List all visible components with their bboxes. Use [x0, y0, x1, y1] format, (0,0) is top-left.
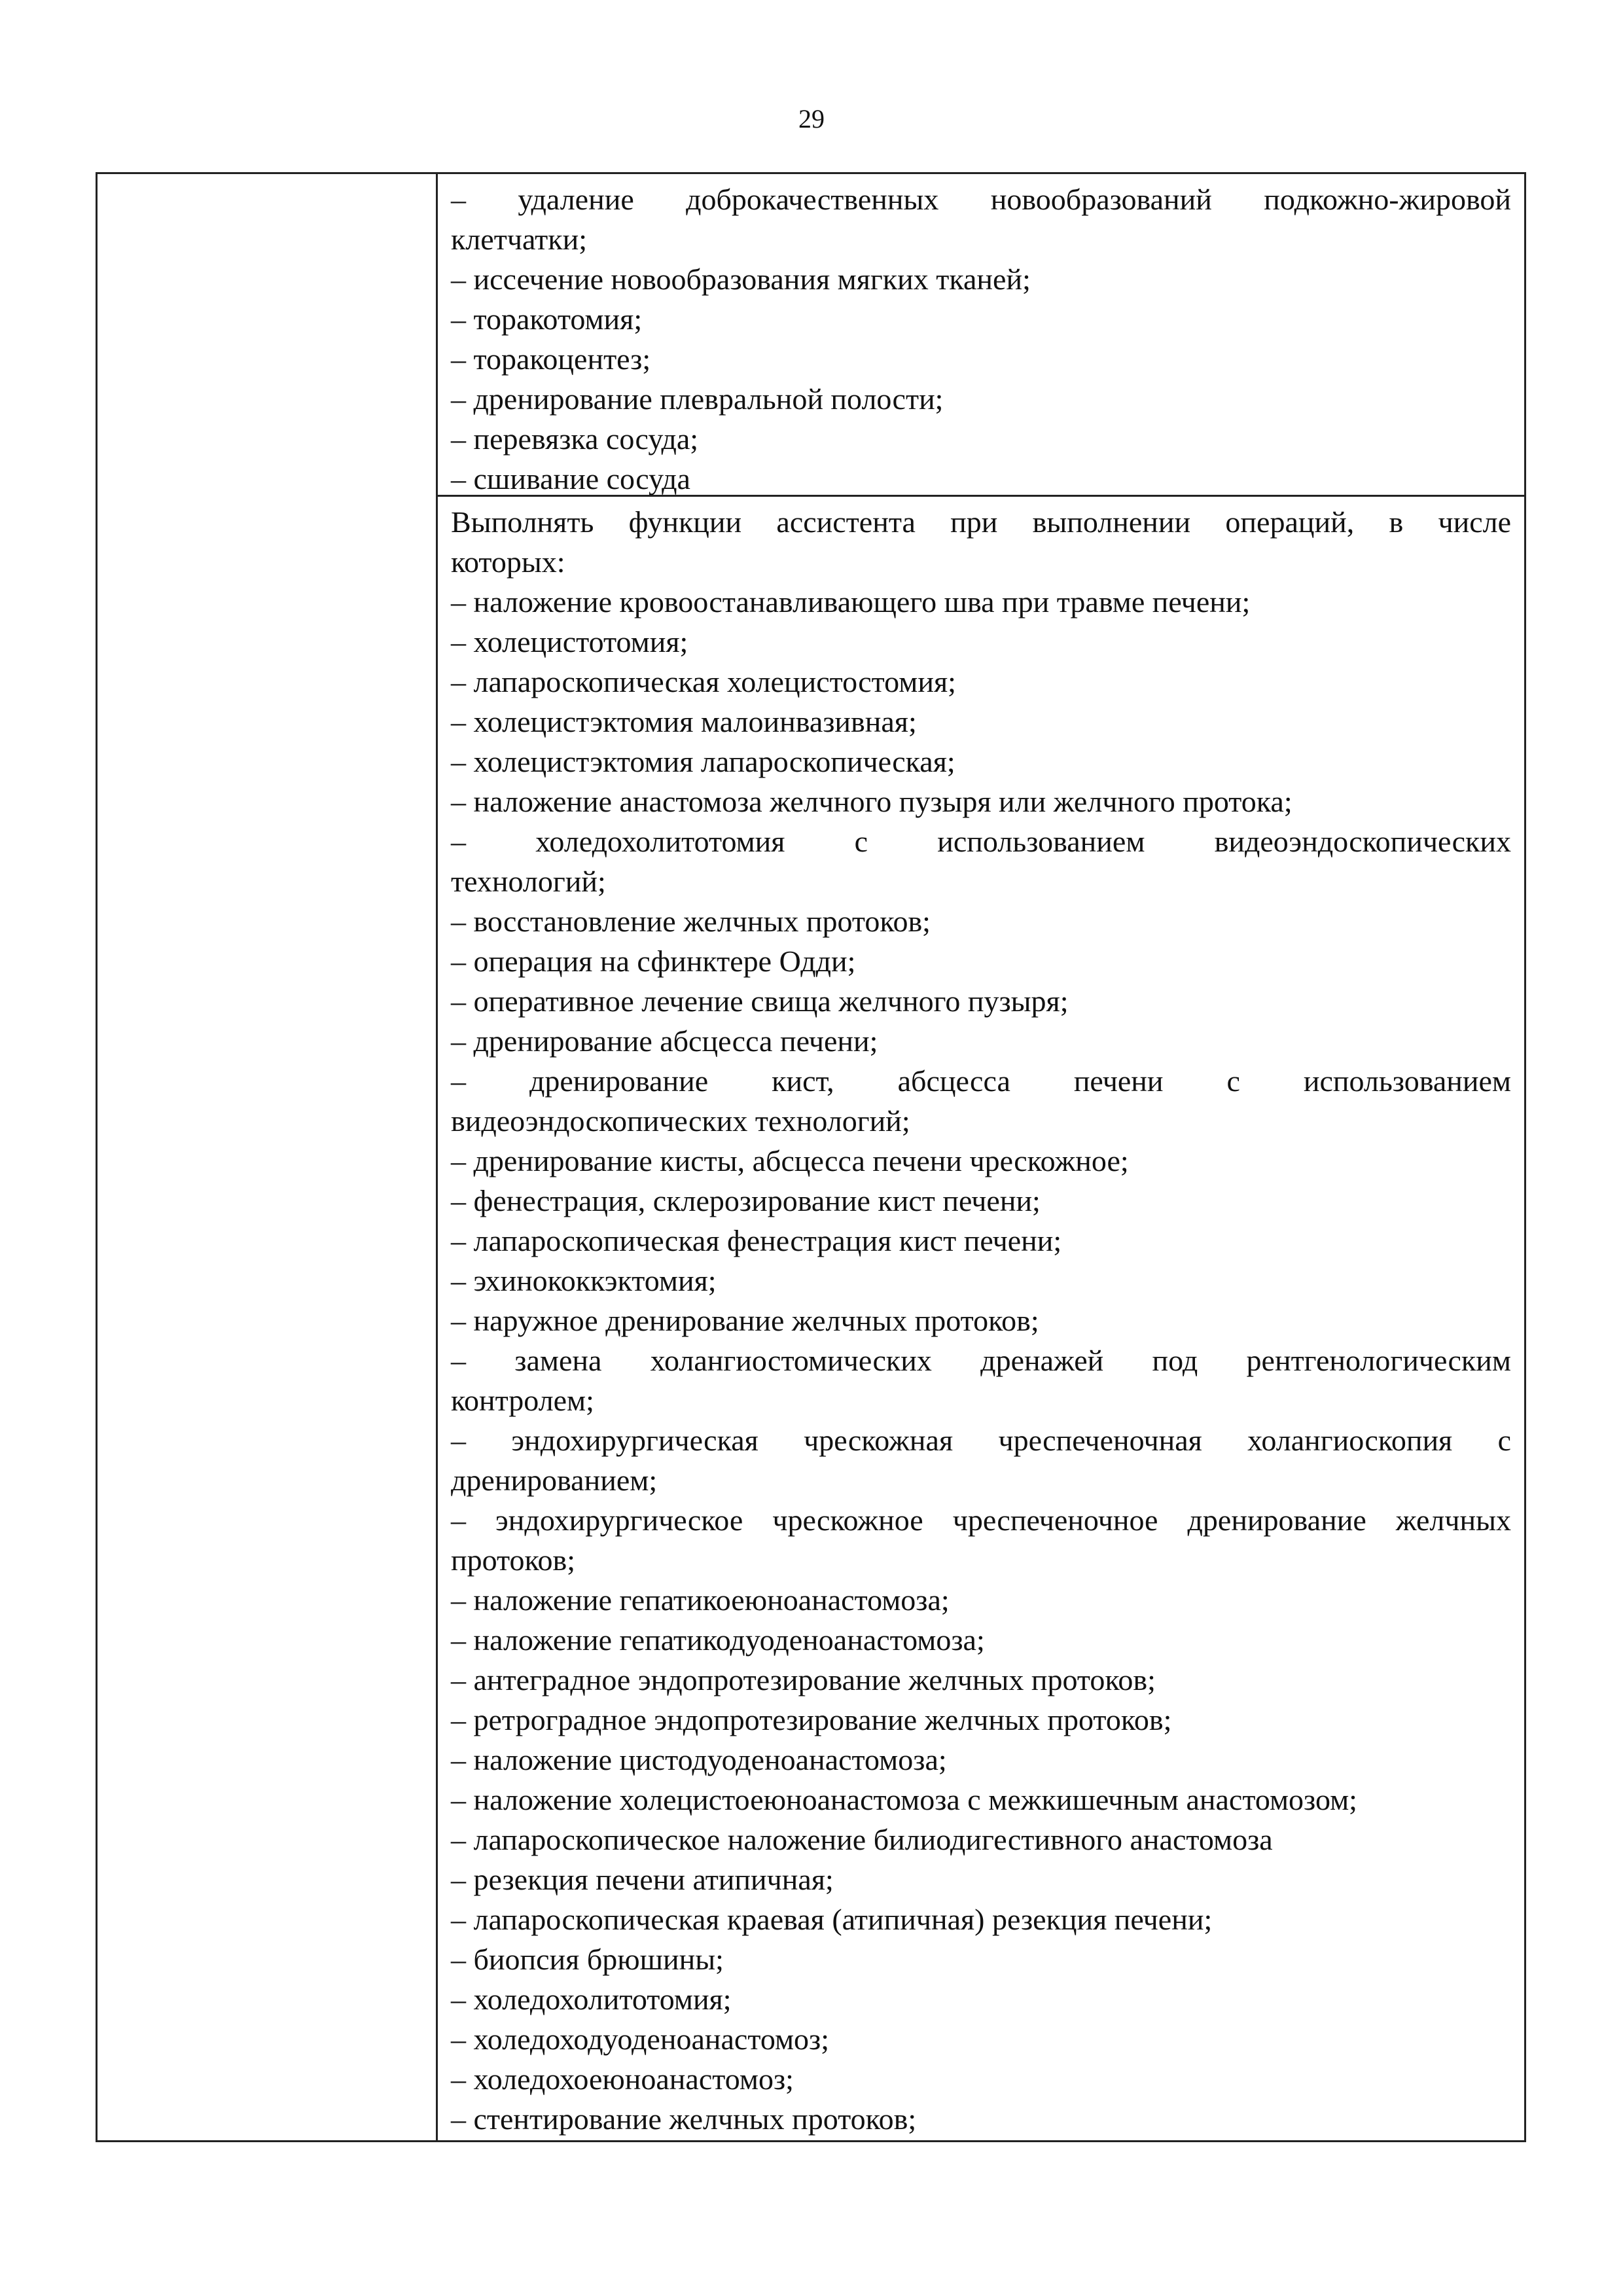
- list-item: протоков;: [451, 1543, 576, 1577]
- list-item: – наложение гепатикоеюноанастомоза;: [451, 1583, 950, 1617]
- table-row-block-1: [438, 174, 1524, 497]
- table-left-column: [98, 174, 438, 2140]
- list-item: – лапароскопическая краевая (атипичная) резекция печени;: [451, 1903, 1213, 1936]
- list-item: контролем;: [451, 1384, 594, 1417]
- list-item: – торакоцентез;: [451, 342, 651, 376]
- list-item: – торакотомия;: [451, 302, 643, 336]
- list-item: – лапароскопическая холецистостомия;: [451, 665, 956, 698]
- list-item: – антеградное эндопротезирование желчных протоков;: [451, 1663, 1156, 1696]
- page-number: 29: [798, 104, 825, 134]
- list-item: – наложение анастомоза желчного пузыря или желчного протока;: [451, 785, 1293, 818]
- list-item: которых:: [451, 545, 565, 579]
- list-item: – наложение холецистоеюноанастомоза с межкишечным анастомозом;: [451, 1783, 1357, 1816]
- list-item: – ретроградное эндопротезирование желчных протоков;: [451, 1703, 1172, 1736]
- list-item: – удаление доброкачественных новообразований подкожно-жировой: [451, 183, 1511, 216]
- list-item: – фенестрация, склерозирование кист печени;: [451, 1184, 1041, 1217]
- list-item: – лапароскопическая фенестрация кист печени;: [451, 1224, 1062, 1257]
- list-item: – наложение цистодуоденоанастомоза;: [451, 1743, 947, 1776]
- list-item: – сшивание сосуда: [451, 462, 690, 495]
- procedures-table: [96, 172, 1526, 2142]
- list-item: – дренирование кист, абсцесса печени с использованием: [451, 1064, 1511, 1098]
- table-right-column: [438, 174, 1524, 2140]
- list-item: – холедохолитотомия с использованием видеоэндоскопических: [451, 825, 1511, 858]
- list-item: – дренирование абсцесса печени;: [451, 1024, 878, 1058]
- list-item: – дренирование плевральной полости;: [451, 382, 944, 416]
- list-item: – иссечение новообразования мягких тканей;: [451, 262, 1031, 296]
- list-item: видеоэндоскопических технологий;: [451, 1104, 910, 1138]
- list-item: – наложение гепатикодуоденоанастомоза;: [451, 1623, 985, 1657]
- list-item: – холецистотомия;: [451, 625, 688, 658]
- list-item: дренированием;: [451, 1463, 658, 1497]
- list-item: – холедохоеюноанастомоз;: [451, 2062, 794, 2096]
- list-item: – холецистэктомия малоинвазивная;: [451, 705, 917, 738]
- list-item: – эхинококкэктомия;: [451, 1264, 717, 1297]
- list-item: – биопсия брюшины;: [451, 1943, 724, 1976]
- list-item: – холедоходуоденоанастомоз;: [451, 2022, 830, 2056]
- table-row-block-2: [438, 497, 1524, 2140]
- list-item: – восстановление желчных протоков;: [451, 905, 931, 938]
- list-item: – эндохирургическое чрескожное чреспеченочное дренирование желчных: [451, 1503, 1511, 1537]
- list-item: – замена холангиостомических дренажей под рентгенологическим: [451, 1344, 1511, 1377]
- list-item: – операция на сфинктере Одди;: [451, 944, 856, 978]
- list-item: – холецистэктомия лапароскопическая;: [451, 745, 955, 778]
- list-item: – наружное дренирование желчных протоков;: [451, 1304, 1039, 1337]
- list-item: – резекция печени атипичная;: [451, 1863, 834, 1896]
- list-item: – дренирование кисты, абсцесса печени чрескожное;: [451, 1144, 1129, 1177]
- list-item: – стентирование желчных протоков;: [451, 2102, 917, 2136]
- list-item: – оперативное лечение свища желчного пузыря;: [451, 984, 1069, 1018]
- list-item: – перевязка сосуда;: [451, 422, 699, 456]
- list-item: – лапароскопическое наложение билиодигестивного анастомоза: [451, 1823, 1273, 1856]
- list-item: – эндохирургическая чрескожная чреспеченочная холангиоскопия с: [451, 1424, 1511, 1457]
- list-item: – наложение кровоостанавливающего шва при травме печени;: [451, 585, 1251, 619]
- list-item: Выполнять функции ассистента при выполнении операций, в числе: [451, 505, 1511, 539]
- list-item: клетчатки;: [451, 223, 588, 256]
- list-item: технологий;: [451, 865, 606, 898]
- list-item: – холедохолитотомия;: [451, 1982, 732, 2016]
